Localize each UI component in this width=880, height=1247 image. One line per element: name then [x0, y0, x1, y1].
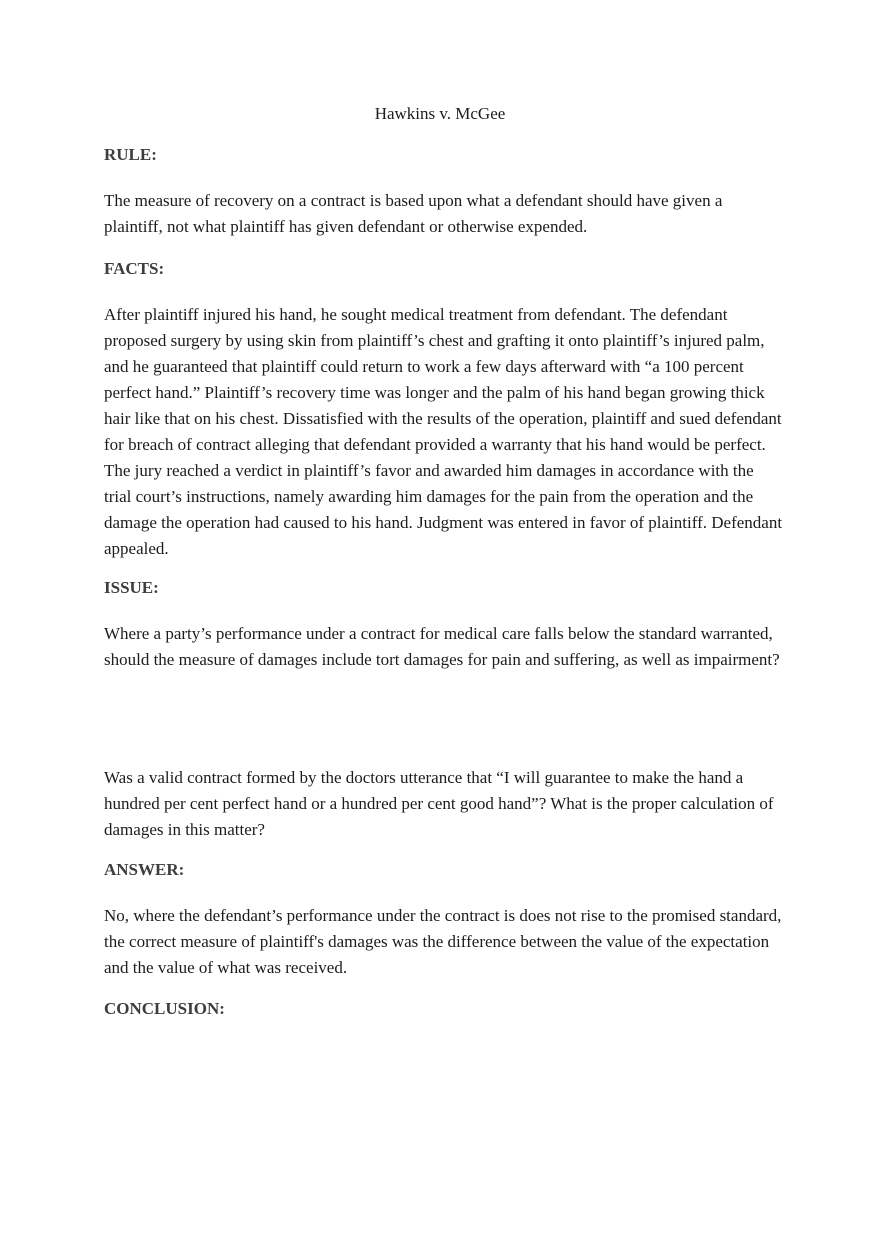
issue-text-primary: Where a party’s performance under a contract for medical care falls below the standard warranted, should the measure of damages include tort damages for pain and suffering, as well as impairment?: [104, 624, 780, 669]
answer-text: No, where the defendant’s performance under the contract is does not rise to the promised standard, the correct measure of plaintiff's damages was the difference between the value of the expectation and the value of what was received.: [104, 906, 782, 977]
issue-heading: ISSUE:: [104, 578, 159, 597]
facts-text: After plaintiff injured his hand, he sought medical treatment from defendant. The defendant proposed surgery by using skin from plaintiff’s chest and grafting it onto plaintiff’s injured palm, and he guaranteed that plaintiff could return to work a few days afterward with “a 100 percent perfect hand.” Plaintiff’s recovery time was longer and the palm of his hand began growing thick hair like that on his chest. Dissatisfied with the results of the operation, plaintiff and sued defendant for breach of contract alleging that defendant provided a warranty that his hand would be perfect. The jury reached a verdict in plaintiff’s favor and awarded him damages in accordance with the trial court’s instructions, namely awarding him damages for the pain from the operation and the damage the operation had caused to his hand. Judgment was entered in favor of plaintiff. Defendant appealed.: [104, 305, 783, 558]
issue-text-secondary: Was a valid contract formed by the doctors utterance that “I will guarantee to make the hand a hundred per cent perfect hand or a hundred per cent good hand”? What is the proper calculation of damages in this matter?: [104, 768, 774, 839]
answer-heading: ANSWER:: [104, 860, 185, 879]
facts-heading: FACTS:: [104, 259, 165, 278]
rule-heading: RULE:: [104, 145, 157, 164]
conclusion-heading: CONCLUSION:: [104, 999, 225, 1018]
rule-text: The measure of recovery on a contract is based upon what a defendant should have given a plaintiff, not what plaintiff has given defendant or otherwise expended.: [104, 191, 723, 236]
document-title: Hawkins v. McGee: [374, 104, 506, 123]
